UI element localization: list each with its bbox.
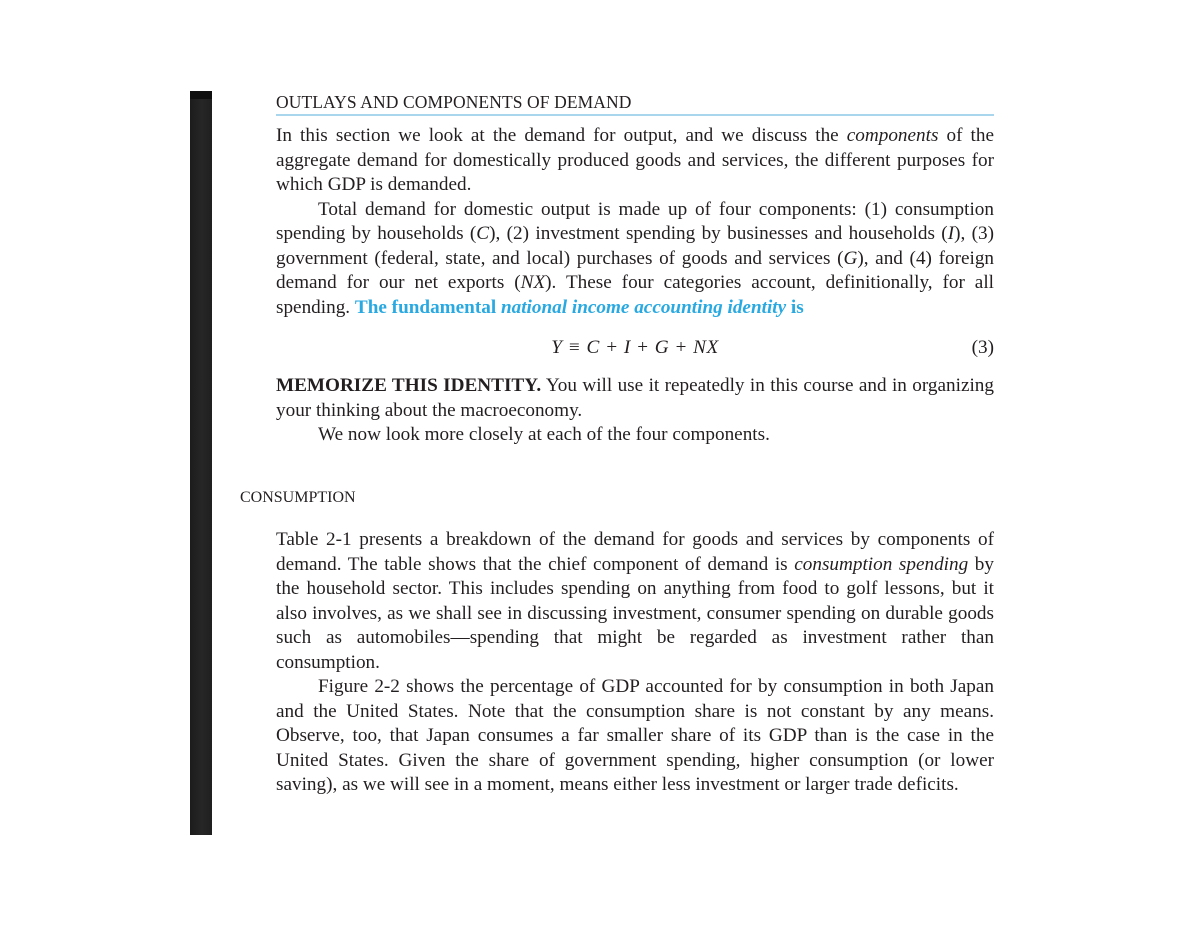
paragraph-components: Total demand for domestic output is made up of four components: (1) consumption spending by households (C), (2) investment spending by businesses and households (I), (3) government (federal, state, and local) purchases of goods and services (G), and (4) foreign demand for our net exports (NX). These four categories account, definitionally, for all spending. The fundamental national income accounting identity is bbox=[276, 198, 995, 318]
equation-number: (3) bbox=[971, 337, 994, 358]
paragraph-figure-2-2: Figure 2-2 shows the percentage of GDP accounted for by consumption in both Japan and the United States. Note that the consumption share is not constant by any means. Observe, too, that Japan consumes a far smaller share of its GDP than is the case in the United States. Given the share of government spending, higher consumption (or lower saving), as we will see in a moment, means either less investment or larger trade deficits. bbox=[276, 676, 994, 795]
equation-formula: Y ≡ C + I + G + NX bbox=[551, 337, 719, 358]
equation-row bbox=[276, 336, 994, 362]
identity-highlight: The fundamental national income accounting identity is bbox=[354, 296, 804, 318]
section-intro bbox=[276, 124, 994, 320]
memorize-block bbox=[276, 374, 994, 448]
paragraph-transition: We now look more closely at each of the four components. bbox=[318, 424, 770, 445]
page-binding-edge bbox=[190, 91, 212, 835]
paragraph-table-2-1: Table 2-1 presents a breakdown of the demand for goods and services by components of demand. The table shows that the chief component of demand is consumption spending by the household sector. This includes spending on anything from food to golf lessons, but it also involves, as we shall see in discussing investment, consumer spending on durable goods such as automobiles—spending that might be regarded as investment rather than consumption. bbox=[276, 529, 994, 673]
paragraph-intro: In this section we look at the demand for output, and we discuss the components of the aggregate demand for domestically produced goods and services, the different purposes for which GDP is demanded. bbox=[276, 125, 994, 195]
consumption-body bbox=[276, 528, 994, 798]
section-heading: OUTLAYS AND COMPONENTS OF DEMAND bbox=[276, 91, 994, 116]
subsection-heading: CONSUMPTION bbox=[240, 489, 356, 506]
paragraph-memorize: MEMORIZE THIS IDENTITY. You will use it repeatedly in this course and in organizing your thinking about the macroeconomy. bbox=[276, 375, 994, 421]
